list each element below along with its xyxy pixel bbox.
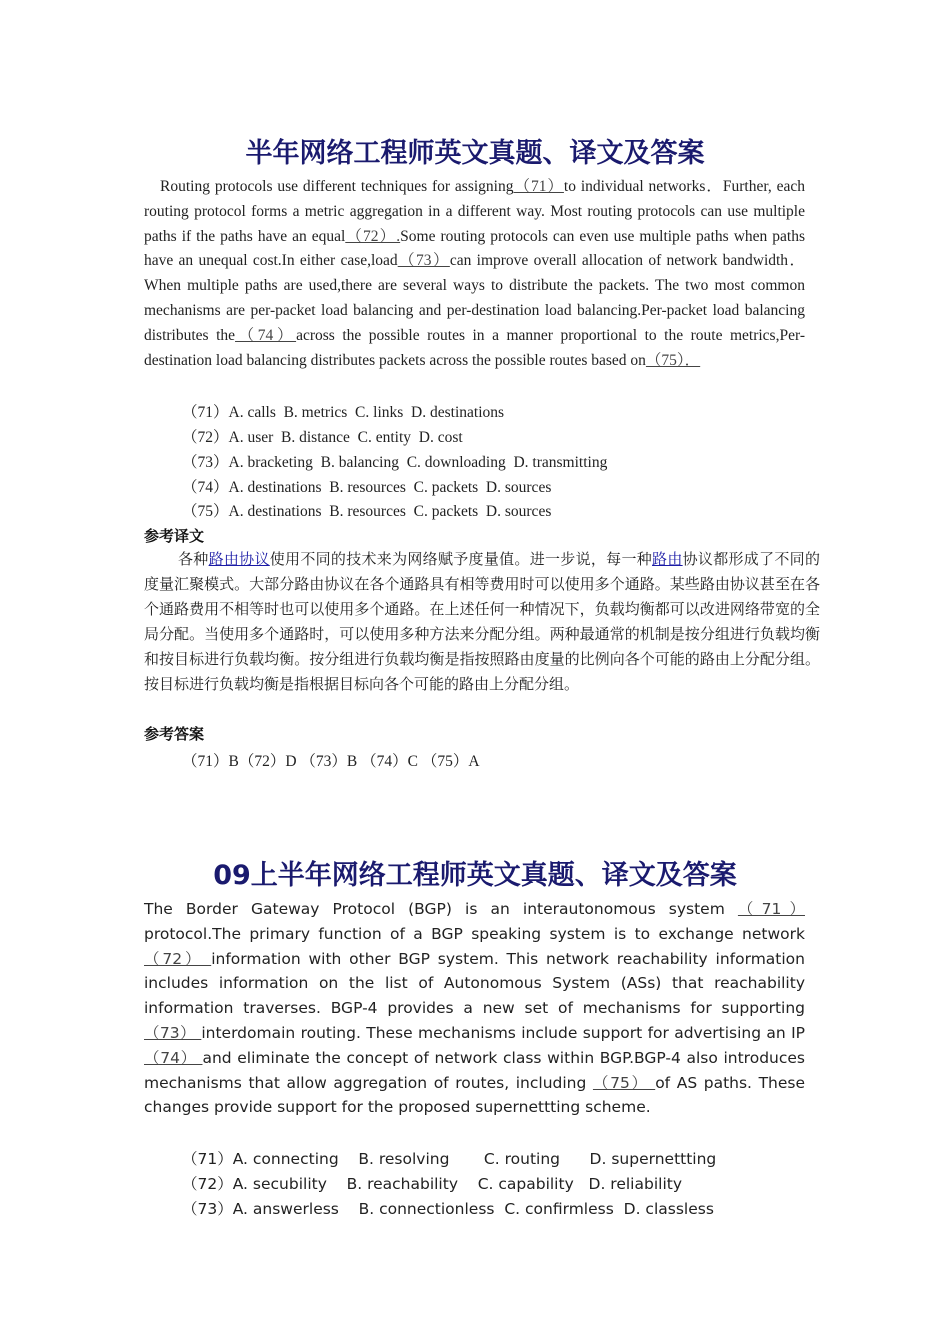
section1-option-71: （71）A. calls B. metrics C. links D. destinations <box>182 404 505 421</box>
section1-option-74: （74）A. destinations B. resources C. packets D. sources <box>182 479 552 496</box>
section1-passage-blank: （75）． <box>645 351 701 369</box>
section1-passage <box>144 175 805 373</box>
section2-passage-blank: （73） <box>144 1023 202 1042</box>
section2-passage-text: interdomain routing. These mechanisms include support for advertising an IP <box>201 1023 805 1042</box>
routing-link[interactable]: 路由 <box>652 550 683 568</box>
translation-text <box>144 547 820 697</box>
section2-passage <box>144 897 805 1120</box>
answer-line: （71）B（72）D （73）B （74）C （75）A <box>182 753 480 770</box>
section1-passage-text: across the possible routes in a manner proportional to the route metrics,Per-destination load balancing distributes packets across the possible routes based on <box>144 326 805 369</box>
section2-passage-blank: （75） <box>592 1073 656 1092</box>
section1-passage-text: Some routing protocols can even use multiple paths when paths have an unequal cost.In either case,load <box>144 227 805 270</box>
section2-passage-text: of AS paths. These changes provide support for the proposed supernettting scheme. <box>144 1073 806 1117</box>
section2-passage-blank: （72） <box>144 949 212 968</box>
section2-passage-text: protocol.The primary function of a BGP speaking system is to exchange network <box>144 924 805 943</box>
section2-title-text: 上半年网络工程师英文真题、译文及答案 <box>250 860 737 891</box>
section1-option-75: （75）A. destinations B. resources C. packets D. sources <box>182 503 552 520</box>
section2-passage-text: information with other BGP system. This network reachability information includes information on the list of Autonomous System (ASs) that reachability information traverses. BGP-4 provides a new set of mechanisms for supporting <box>144 949 805 1018</box>
section1-passage-blank: （71） <box>513 178 564 195</box>
translation-mid: 使用不同的技术来为网络赋予度量值。进一步说，每一种 <box>269 550 653 568</box>
section1-option-72: （72）A. user B. distance C. entity D. cost <box>182 429 463 446</box>
section1-passage-blank: （73） <box>397 252 450 270</box>
section2-option-71: （71）A. connecting B. resolving C. routing D. supernettting <box>182 1150 717 1168</box>
section2-passage-blank: （74） <box>144 1048 203 1067</box>
section2-title <box>0 853 950 892</box>
section1-passage-text: to individual networks．Further, each routing protocol forms a metric aggregation in a different way. Most routing protocols can use multiple paths if the paths have an equal <box>144 178 805 245</box>
section2-passage-blank: （71） <box>737 900 805 918</box>
section2-passage-text: and eliminate the concept of network class within BGP.BGP-4 also introduces mechanisms that allow aggregation of routes, including <box>144 1048 805 1092</box>
translation-heading: 参考译文 <box>144 527 205 545</box>
translation-post: 协议都形成了不同的度量汇聚模式。大部分路由协议在各个通路具有相等费用时可以使用多个通路。某些路由协议甚至在各个通路费用不相等时也可以使用多个通路。在上述任何一种情况下，负载均衡都可以改进网络带宽的全局分配。当使用多个通路时，可以使用多种方法来分配分组。两种最通常的机制是按分组进行负载均衡和按目标进行负载均衡。按分组进行负载均衡是指按照路由度量的比例向各个可能的路由上分配分组。按目标进行负载均衡是指根据目标向各个可能的路由上分配分组。 <box>144 550 820 693</box>
routing-protocol-link[interactable]: 路由协议 <box>208 550 270 568</box>
section1-passage-text: can improve overall allocation of network bandwidth．When multiple paths are used,there are several ways to distribute the packets. The two most common mechanisms are per-packet load balancing and per-destination load balancing.Per-packet load balancing distributes the <box>144 252 805 344</box>
section2-passage-text: The Border Gateway Protocol (BGP) is an interautonomous system <box>144 900 738 918</box>
section1-title: 半年网络工程师英文真题、译文及答案 <box>245 138 705 169</box>
section2-option-73: （73）A. answerless B. connectionless C. confirmless D. classless <box>182 1200 714 1218</box>
section1-option-73: （73）A. bracketing B. balancing C. downloading D. transmitting <box>182 454 608 471</box>
section1-passage-blank: （72）. <box>345 227 401 245</box>
section1-passage-text: Routing protocols use different techniques for assigning <box>160 178 514 195</box>
section2-title-year: 09 <box>213 860 251 891</box>
section1-passage-blank: （74） <box>235 326 297 344</box>
answer-heading: 参考答案 <box>144 725 205 743</box>
translation-pre: 各种 <box>178 550 209 568</box>
section2-option-72: （72）A. secubility B. reachability C. capability D. reliability <box>182 1175 682 1193</box>
